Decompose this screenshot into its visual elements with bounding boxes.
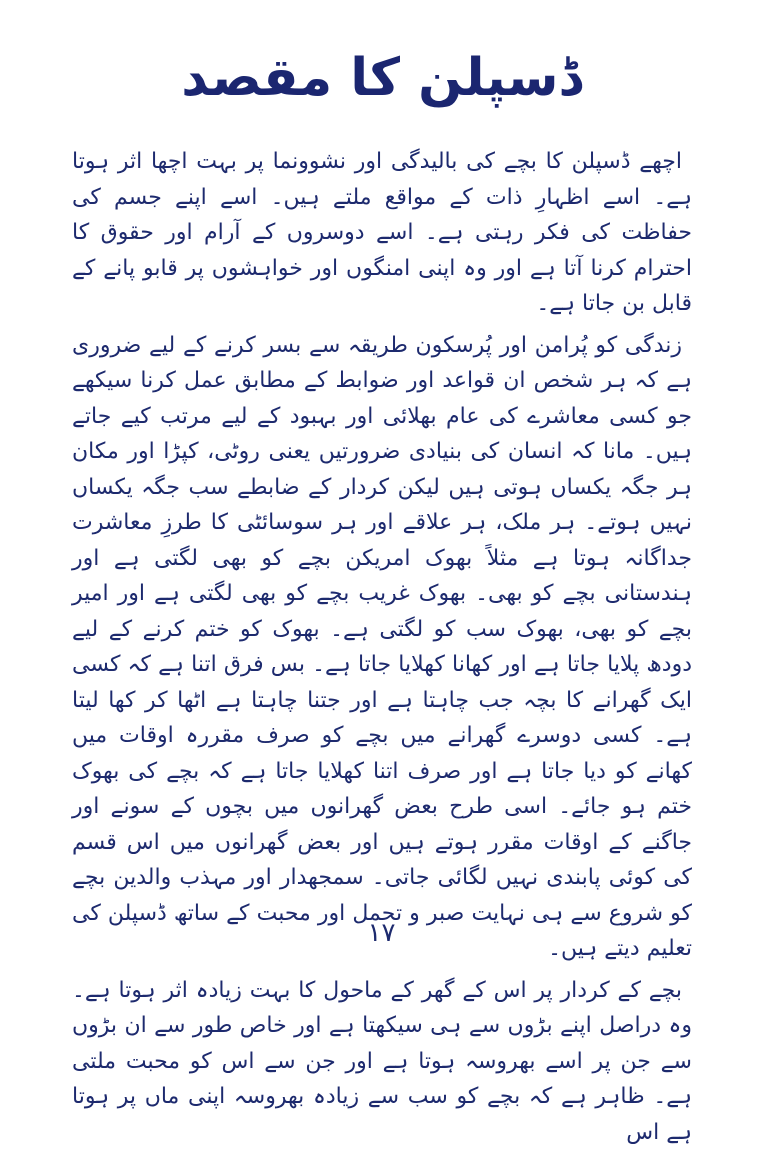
chapter-title: ڈسپلن کا مقصد [181,48,582,108]
paragraph-3: بچے کے کردار پر اس کے گھر کے ماحول کا بہت زیادہ اثر ہوتا ہے۔ وہ دراصل اپنے بڑوں سے ہی سیکھتا ہے اور خاص طور سے ان بڑوں سے جن پر اسے بھروسہ ہوتا ہے اور جن سے اس کو محبت ملتی ہے۔ ظاہر ہے کہ بچے کو سب سے زیادہ بھروسہ اپنی ماں پر ہوتا ہے اس [72,977,692,1145]
paragraph-1: اچھے ڈسپلن کا بچے کی بالیدگی اور نشوونما پر بہت اچھا اثر ہوتا ہے۔ اسے اظہارِ ذات کے مواقع ملتے ہیں۔ اسے اپنے جسم کی حفاظت کی فکر رہتی ہے۔ اسے دوسروں کے آرام اور حقوق کا احترام کرنا آتا ہے اور وہ اپنی امنگوں اور خواہشوں پر قابو پانے کے قابل بن جاتا ہے۔ [72,149,692,316]
page-number: ۱۷ [367,918,396,948]
paragraph-2: زندگی کو پُرامن اور پُرسکون طریقہ سے بسر کرنے کے لیے ضروری ہے کہ ہر شخص ان قواعد اور ضوابط کے مطابق عمل کرنا سیکھے جو کسی معاشرے کی عام بھلائی اور بہبود کے لیے مرتب کیے جاتے ہیں۔ مانا کہ انسان کی بنیادی ضرورتیں یعنی روٹی، کپڑا اور مکان ہر جگہ یکساں ہوتی ہیں لیکن کردار کے ضابطے سب جگہ یکساں نہیں ہوتے۔ ہر ملک، ہر علاقے اور ہر سوسائٹی کا طرزِ معاشرت جداگانہ ہوتا ہے مثلاً بھوک امریکن بچے کو بھی لگتی ہے اور ہندستانی بچے کو بھی۔ بھوک غریب بچے کو بھی لگتی ہے اور امیر بچے کو بھی، بھوک سب کو لگتی ہے۔ بھوک کو ختم کرنے کے لیے دودھ پلایا جاتا ہے اور کھانا کھلایا جاتا ہے۔ بس فرق اتنا ہے کہ کسی ایک گھرانے کا بچہ جب چاہتا ہے اور جتنا چاہتا ہے اٹھا کر کھا لیتا ہے۔ کسی دوسرے گھرانے میں بچے کو صرف مقررہ اوقات میں کھانے کو دیا جاتا ہے اور صرف اتنا کھلایا جاتا ہے کہ بچے کی بھوک ختم ہو جائے۔ اسی طرح بعض گھرانوں میں بچوں کے سونے اور جاگنے کے اوقات مقرر ہوتے ہیں اور بعض گھرانوں میں اس قسم کی کوئی پابندی نہیں لگائی جاتی۔ سمجھدار اور مہذب والدین بچے کو شروع سے ہی نہایت صبر و تحمل اور محبت کے ساتھ ڈسپلن کی تعلیم دیتے ہیں۔ [72,332,692,961]
body-text [72,144,692,1156]
